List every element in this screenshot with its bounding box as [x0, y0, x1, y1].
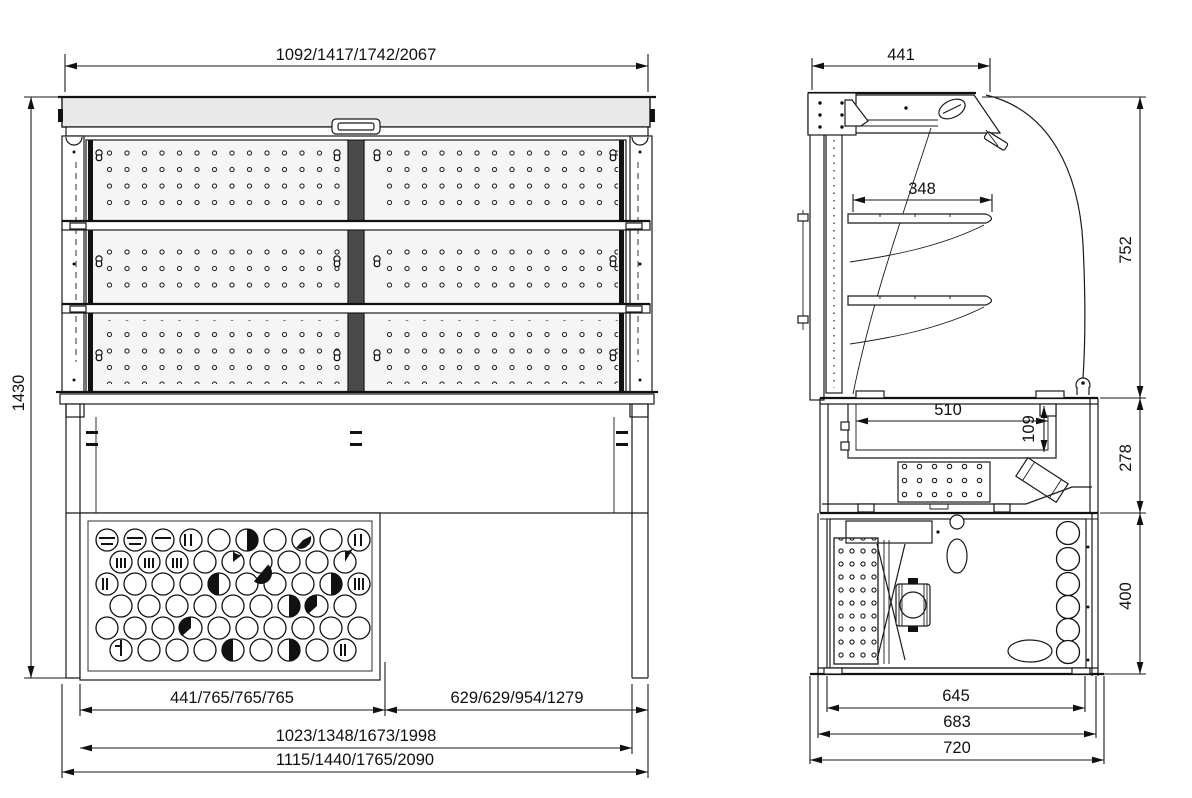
condenser-coil-ends	[1057, 522, 1080, 664]
rear-wall	[798, 95, 842, 400]
front-back-panel-left	[86, 140, 348, 392]
front-dim-height-label: 1430	[10, 374, 28, 412]
glass-swing-path	[853, 128, 931, 394]
side-view	[798, 46, 1146, 764]
shelf-rail-1	[62, 221, 650, 230]
curved-glass	[853, 95, 1091, 395]
side-dim-shelf-depth-label: 348	[908, 180, 936, 198]
front-dim-left-module-label: 441/765/765/765	[170, 689, 294, 707]
side-dim-display-height-label: 752	[1117, 236, 1135, 264]
glass-end-cap	[1075, 378, 1091, 395]
side-dim-canopy-depth	[812, 46, 990, 92]
side-dim-base-height-label: 400	[1117, 582, 1135, 610]
front-dim-width-top-label: 1092/1417/1742/2067	[275, 46, 437, 64]
side-dim-base-mid-width-label: 683	[943, 713, 971, 731]
side-dim-total-depth-label: 720	[943, 739, 971, 757]
compressor-motor	[896, 578, 930, 632]
vent-grille	[80, 513, 380, 680]
counter-section	[820, 391, 1098, 513]
side-dim-well-depth-label: 109	[1020, 415, 1038, 443]
front-dim-total-width-label: 1115/1440/1765/2090	[275, 751, 435, 769]
front-dim-inner-width-label: 1023/1348/1673/1998	[275, 727, 437, 745]
well-fan-unit	[1016, 458, 1068, 503]
side-shelf-1	[848, 214, 992, 262]
panel-divider	[348, 140, 364, 392]
side-dim-canopy-depth-label: 441	[887, 46, 915, 64]
front-back-panel-right	[364, 140, 626, 392]
compartment-vent-panel	[834, 538, 878, 664]
side-bottom-dimensions	[810, 676, 1104, 764]
front-canopy	[58, 97, 656, 136]
adjustment-ticks	[86, 431, 628, 446]
well-perforated-plate	[898, 462, 990, 502]
display-bottom-lip	[56, 392, 658, 417]
side-shelf-2	[848, 296, 992, 344]
side-dim-base-inner-width-label: 645	[942, 687, 970, 705]
side-dim-counter-height-label: 278	[1117, 444, 1135, 472]
side-dim-well-width-label: 510	[934, 401, 962, 419]
shelf-rail-2	[62, 304, 650, 313]
side-dim-shelf-depth	[853, 180, 992, 212]
front-view	[10, 46, 658, 778]
machine-compartment	[810, 513, 1104, 676]
front-dim-width-top	[65, 46, 648, 92]
front-dim-right-module-label: 629/629/954/1279	[450, 689, 584, 707]
